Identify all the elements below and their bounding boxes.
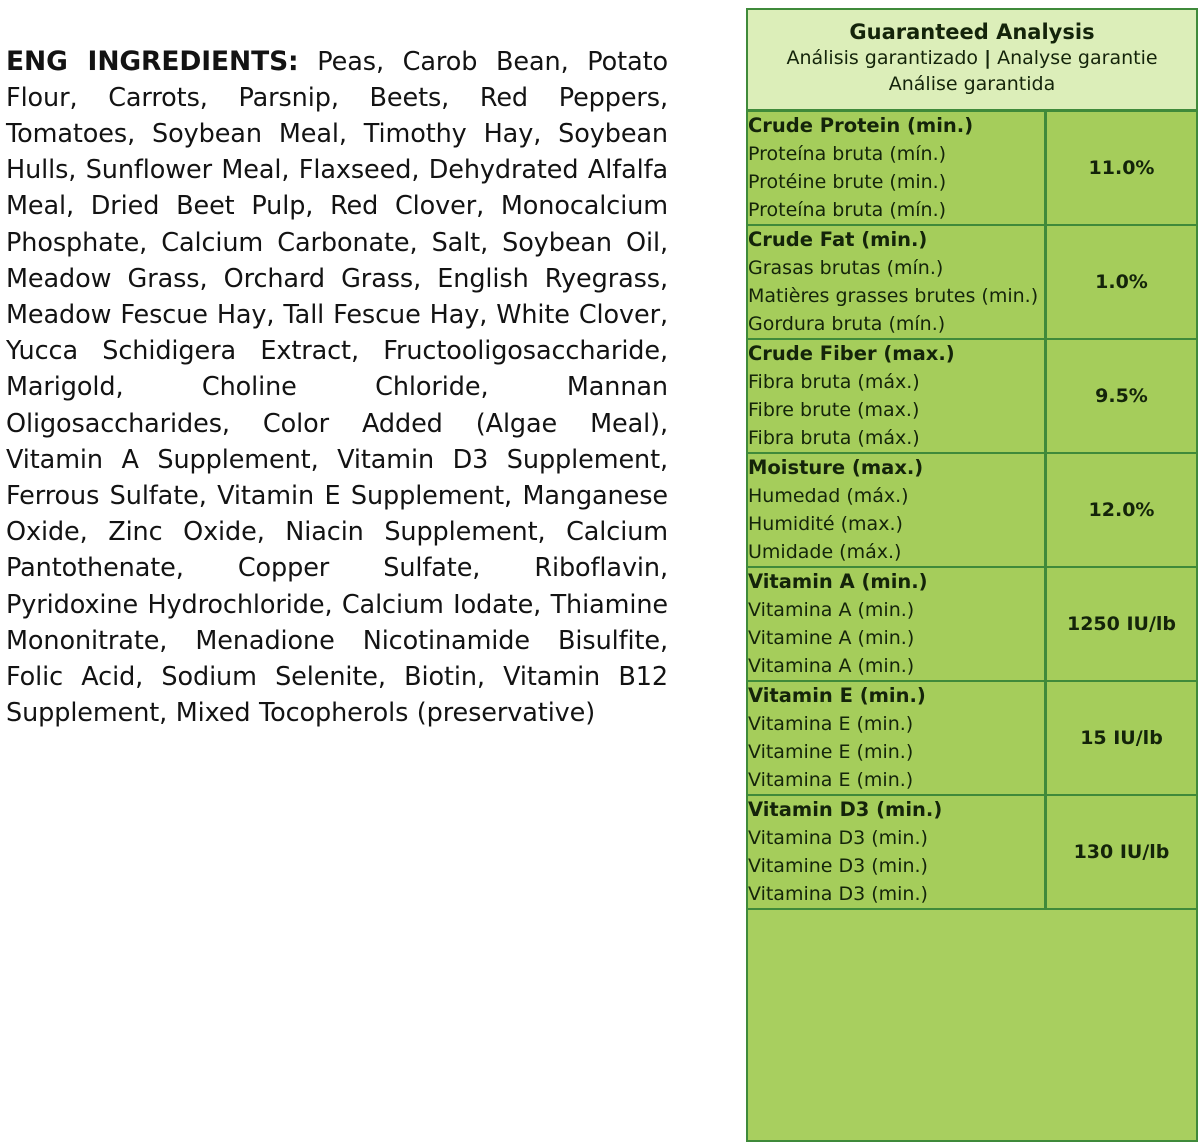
nutrient-name-en: Crude Fiber (max.)	[748, 342, 955, 365]
ingredients-panel	[0, 10, 678, 757]
nutrient-cell	[748, 453, 1046, 567]
nutrient-name-pt: Fibra bruta (máx.)	[748, 427, 920, 449]
nutrient-name-en: Crude Fat (min.)	[748, 228, 928, 251]
guaranteed-analysis-panel	[746, 8, 1198, 1142]
nutrient-value: 9.5%	[1046, 339, 1197, 453]
nutrient-name-pt: Umidade (máx.)	[748, 541, 902, 563]
nutrient-value: 11.0%	[1046, 112, 1197, 225]
nutrient-name-fr: Humidité (max.)	[748, 513, 903, 535]
table-row	[748, 453, 1196, 567]
nutrient-cell	[748, 567, 1046, 681]
nutrient-value: 1250 IU/lb	[1046, 567, 1197, 681]
nutrient-cell	[748, 225, 1046, 339]
table-row	[748, 681, 1196, 795]
ingredients-heading: ENG INGREDIENTS:	[6, 45, 299, 77]
nutrient-cell	[748, 112, 1046, 225]
table-row	[748, 225, 1196, 339]
nutrient-name-en: Crude Protein (min.)	[748, 114, 974, 137]
nutrient-name-fr: Vitamine E (min.)	[748, 741, 914, 763]
nutrient-name-fr: Vitamine A (min.)	[748, 627, 915, 649]
ingredients-paragraph	[6, 44, 668, 732]
table-row	[748, 339, 1196, 453]
nutrient-name-pt: Vitamina A (min.)	[748, 655, 915, 677]
nutrient-name-fr: Fibre brute (max.)	[748, 399, 920, 421]
subtitle-portuguese: Análise garantida	[888, 73, 1056, 95]
ingredients-body: Peas, Carob Bean, Potato Flour, Carrots, Parsnip, Beets, Red Peppers, Tomatoes, Soybean Meal, Timothy Hay, Soybean Hulls, Sunflower Meal, Flaxseed, Dehydrated Alfalfa Meal, Dried Beet Pulp, Red Clover, Monocalcium Phosphate, Calcium Carbonate, Salt, Soybean Oil, Meadow Grass, Orchard Grass, English Ryegrass, Meadow Fescue Hay, Tall Fescue Hay, White Clover, Yucca Schidigera Extract, Fructooligosaccharide, Marigold, Choline Chloride, Mannan Oligosaccharides, Color Added (Algae Meal), Vitamin A Supplement, Vitamin D3 Supplement, Ferrous Sulfate, Vitamin E Supplement, Manganese Oxide, Zinc Oxide, Niacin Supplement, Calcium Pantothenate, Copper Sulfate, Riboflavin, Pyridoxine Hydrochloride, Calcium Iodate, Thiamine Mononitrate, Menadione Nicotinamide Bisulfite, Folic Acid, Sodium Selenite, Biotin, Vitamin B12 Supplement, Mixed Tocopherols (preservative)	[6, 46, 668, 729]
nutrient-cell	[748, 339, 1046, 453]
nutrient-name-en: Vitamin A (min.)	[748, 570, 928, 593]
subtitle-spanish: Análisis garantizado	[786, 47, 979, 69]
nutrient-name-es: Vitamina D3 (min.)	[748, 827, 928, 849]
guaranteed-analysis-subtitle-row	[758, 45, 1186, 71]
nutrient-name-pt: Vitamina E (min.)	[748, 769, 914, 791]
nutrient-value: 12.0%	[1046, 453, 1197, 567]
nutrient-cell	[748, 681, 1046, 795]
nutrient-name-es: Humedad (máx.)	[748, 485, 909, 507]
nutrient-name-pt: Gordura bruta (mín.)	[748, 313, 946, 335]
nutrient-value: 130 IU/lb	[1046, 795, 1197, 909]
table-row	[748, 795, 1196, 909]
nutrient-name-fr: Vitamine D3 (min.)	[748, 855, 928, 877]
nutrient-name-en: Vitamin D3 (min.)	[748, 798, 943, 821]
guaranteed-analysis-table	[748, 112, 1196, 910]
nutrient-value: 15 IU/lb	[1046, 681, 1197, 795]
table-row	[748, 567, 1196, 681]
guaranteed-analysis-header	[748, 10, 1196, 112]
nutrient-cell	[748, 795, 1046, 909]
nutrient-name-es: Grasas brutas (mín.)	[748, 257, 944, 279]
nutrient-name-es: Vitamina A (min.)	[748, 599, 915, 621]
nutrient-value: 1.0%	[1046, 225, 1197, 339]
nutrient-name-es: Fibra bruta (máx.)	[748, 371, 920, 393]
nutrient-name-es: Vitamina E (min.)	[748, 713, 914, 735]
nutrient-name-es: Proteína bruta (mín.)	[748, 143, 947, 165]
nutrient-name-fr: Protéine brute (min.)	[748, 171, 947, 193]
table-row	[748, 112, 1196, 225]
subtitle-french: Analyse garantie	[997, 47, 1158, 69]
guaranteed-analysis-title: Guaranteed Analysis	[849, 20, 1095, 44]
nutrient-name-pt: Vitamina D3 (min.)	[748, 883, 928, 905]
nutrient-name-en: Moisture (max.)	[748, 456, 924, 479]
nutrient-name-en: Vitamin E (min.)	[748, 684, 926, 707]
subtitle-separator: |	[984, 47, 992, 69]
nutrient-name-pt: Proteína bruta (mín.)	[748, 199, 947, 221]
nutrient-name-fr: Matières grasses brutes (min.)	[748, 285, 1039, 307]
